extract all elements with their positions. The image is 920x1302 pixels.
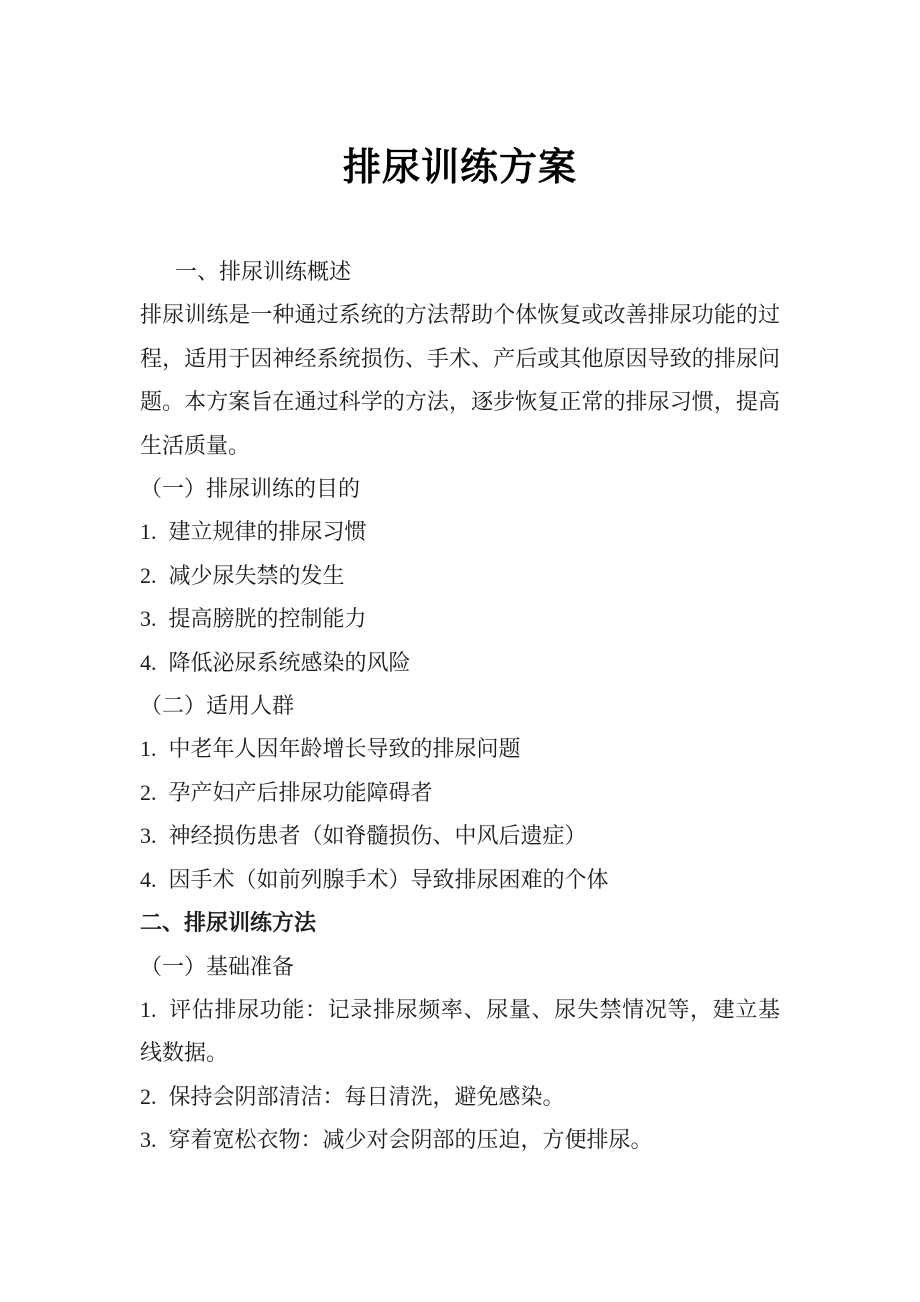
list-item — [140, 641, 780, 684]
document-body — [140, 250, 780, 1162]
list-item — [140, 1075, 780, 1118]
item-number: 2. — [140, 779, 157, 805]
item-text: 建立规律的排尿习惯 — [168, 519, 367, 545]
item-number: 4. — [140, 649, 157, 675]
list-item — [140, 988, 780, 1075]
section-heading-overview: 一、排尿训练概述 — [175, 259, 352, 284]
page-title: 排尿训练方案 — [342, 147, 577, 189]
list-item — [140, 814, 780, 857]
list-item — [140, 858, 780, 901]
intro-paragraph: 排尿训练是一种通过系统的方法帮助个体恢复或改善排尿功能的过程，适用于因神经系统损伤、手术、产后或其他原因导致的排尿问题。本方案旨在通过科学的方法，逐步恢复正常的排尿习惯，提高生活质量。 — [140, 302, 780, 458]
item-number: 3. — [140, 1127, 157, 1153]
list-item — [140, 597, 780, 640]
item-text: 保持会阴部清洁：每日清洗，避免感染。 — [168, 1083, 565, 1109]
list-item — [140, 727, 780, 770]
item-text: 提高膀胱的控制能力 — [168, 606, 367, 632]
item-number: 2. — [140, 562, 157, 588]
list-item — [140, 1118, 780, 1161]
item-text: 评估排尿功能：记录排尿频率、尿量、尿失禁情况等，建立基线数据。 — [140, 996, 780, 1066]
subsection-heading-audience: （二）适用人群 — [140, 693, 295, 719]
subsection-heading-purpose: （一）排尿训练的目的 — [140, 476, 361, 502]
subsection-heading-preparation: （一）基础准备 — [140, 953, 295, 979]
item-text: 因手术（如前列腺手术）导致排尿困难的个体 — [168, 866, 609, 892]
item-number: 4. — [140, 866, 157, 892]
list-item — [140, 771, 780, 814]
item-text: 降低泌尿系统感染的风险 — [168, 649, 411, 675]
list-item — [140, 554, 780, 597]
item-number: 3. — [140, 823, 157, 849]
item-text: 孕产妇产后排尿功能障碍者 — [168, 779, 433, 805]
item-number: 1. — [140, 996, 157, 1022]
section-heading-methods: 二、排尿训练方法 — [140, 910, 317, 936]
list-item — [140, 510, 780, 553]
item-text: 减少尿失禁的发生 — [168, 562, 345, 588]
item-text: 中老年人因年龄增长导致的排尿问题 — [168, 736, 521, 762]
item-number: 2. — [140, 1083, 157, 1109]
item-number: 1. — [140, 519, 157, 545]
item-text: 神经损伤患者（如脊髓损伤、中风后遗症） — [168, 823, 587, 849]
item-number: 1. — [140, 736, 157, 762]
item-text: 穿着宽松衣物：减少对会阴部的压迫，方便排尿。 — [168, 1127, 653, 1153]
item-number: 3. — [140, 606, 157, 632]
